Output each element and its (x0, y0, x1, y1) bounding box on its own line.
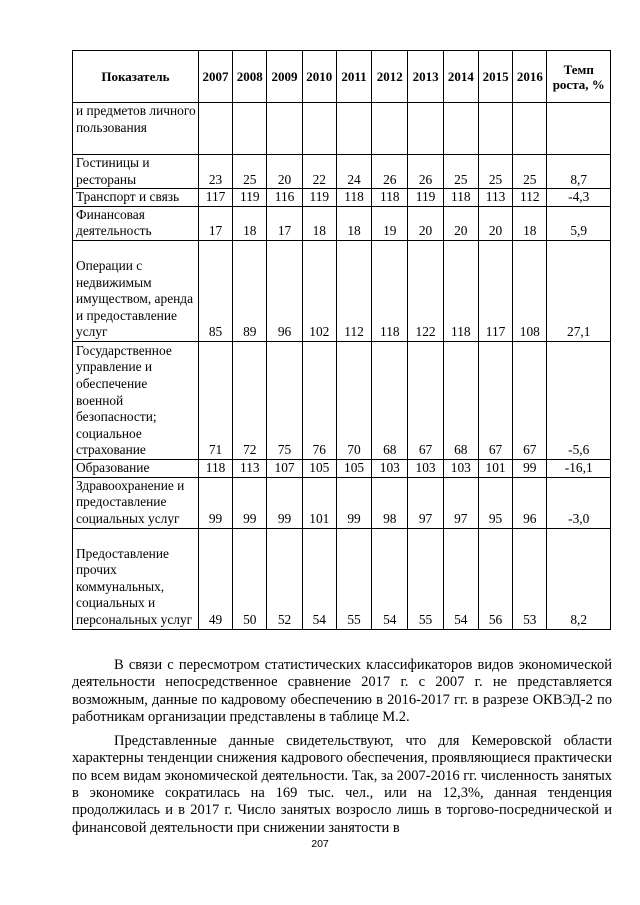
table-cell: 122 (408, 240, 443, 341)
growth-rate-cell: -3,0 (547, 477, 611, 528)
table-row (73, 459, 611, 477)
row-label: Операции с недвижимым имуществом, аренда и предоставление услуг (73, 240, 199, 341)
row-label: Предоставление прочих коммунальных, социальных и персональных услуг (73, 528, 199, 629)
table-body (73, 103, 611, 630)
table-cell: 20 (478, 206, 512, 240)
table-cell: 76 (302, 341, 336, 459)
table-cell: 18 (513, 206, 547, 240)
table-cell: 54 (372, 528, 408, 629)
growth-rate-cell: -4,3 (547, 189, 611, 207)
column-header-year: 2013 (408, 51, 443, 103)
table-row (73, 103, 611, 155)
table-cell: 52 (267, 528, 302, 629)
table-cell: 118 (372, 240, 408, 341)
table-cell: 17 (198, 206, 232, 240)
column-header-year: 2011 (336, 51, 371, 103)
table-cell: 49 (198, 528, 232, 629)
paragraph: Представленные данные свидетельствуют, что для Кемеровской области характерны тенденции снижения кадрового обеспечения, проявляющиеся практически по всем видам экономической деятельности. Так, за 2007-2016 гг. численность занятых в экономике сократилась на 169 тыс. чел., или на 12,3%, данная тенденция продолжилась и в 2017 г. Число занятых возросло лишь в торгово-посреднической и финансовой деятельности при снижении занятости в (72, 733, 612, 836)
table-cell: 118 (443, 240, 478, 341)
table-cell: 113 (478, 189, 512, 207)
table-row (73, 206, 611, 240)
table-row (73, 155, 611, 189)
table-cell: 96 (267, 240, 302, 341)
table-cell: 103 (443, 459, 478, 477)
table-cell (198, 103, 232, 155)
table-cell: 19 (372, 206, 408, 240)
table-cell: 20 (443, 206, 478, 240)
table-cell: 101 (478, 459, 512, 477)
row-label: Финансовая деятельность (73, 206, 199, 240)
column-header-indicator: Показатель (73, 51, 199, 103)
table-cell: 70 (336, 341, 371, 459)
row-label: Транспорт и связь (73, 189, 199, 207)
table-cell: 68 (372, 341, 408, 459)
table-cell: 118 (336, 189, 371, 207)
column-header-year: 2016 (513, 51, 547, 103)
table-cell: 20 (408, 206, 443, 240)
growth-rate-cell: -16,1 (547, 459, 611, 477)
table-cell: 112 (336, 240, 371, 341)
table-cell: 97 (408, 477, 443, 528)
table-cell: 99 (233, 477, 267, 528)
table-cell: 24 (336, 155, 371, 189)
table-cell: 117 (198, 189, 232, 207)
table-cell: 119 (233, 189, 267, 207)
column-header-year: 2015 (478, 51, 512, 103)
table-cell: 72 (233, 341, 267, 459)
table-cell: 17 (267, 206, 302, 240)
table-cell: 101 (302, 477, 336, 528)
row-label: и предметов личного пользования (73, 103, 199, 155)
body-text (72, 657, 612, 844)
table-cell: 20 (267, 155, 302, 189)
table-cell: 18 (302, 206, 336, 240)
table-cell: 113 (233, 459, 267, 477)
table-row (73, 528, 611, 629)
table-cell: 117 (478, 240, 512, 341)
table-row (73, 189, 611, 207)
growth-rate-cell: 5,9 (547, 206, 611, 240)
table-cell: 53 (513, 528, 547, 629)
table-cell: 55 (408, 528, 443, 629)
row-label: Образование (73, 459, 199, 477)
table-cell: 23 (198, 155, 232, 189)
table-cell: 118 (443, 189, 478, 207)
table-cell: 71 (198, 341, 232, 459)
growth-rate-cell: 8,7 (547, 155, 611, 189)
table-cell: 25 (513, 155, 547, 189)
column-header-growth-rate: Темп роста, % (547, 51, 611, 103)
table-cell: 25 (478, 155, 512, 189)
table-cell: 67 (478, 341, 512, 459)
table-cell: 56 (478, 528, 512, 629)
column-header-year: 2014 (443, 51, 478, 103)
table-cell: 67 (513, 341, 547, 459)
table-cell: 116 (267, 189, 302, 207)
table-cell: 99 (336, 477, 371, 528)
table-cell: 18 (233, 206, 267, 240)
table-row (73, 240, 611, 341)
column-header-year: 2007 (198, 51, 232, 103)
row-label: Гостиницы и рестораны (73, 155, 199, 189)
row-label: Здравоохранение и предоставление социальных услуг (73, 477, 199, 528)
table-cell: 85 (198, 240, 232, 341)
table-cell: 99 (267, 477, 302, 528)
table-cell: 108 (513, 240, 547, 341)
table-cell: 50 (233, 528, 267, 629)
table-cell: 22 (302, 155, 336, 189)
table-cell: 68 (443, 341, 478, 459)
table-cell: 107 (267, 459, 302, 477)
table-cell: 105 (302, 459, 336, 477)
growth-rate-cell (547, 103, 611, 155)
column-header-year: 2012 (372, 51, 408, 103)
table-cell: 102 (302, 240, 336, 341)
column-header-year: 2010 (302, 51, 336, 103)
table-cell: 99 (198, 477, 232, 528)
table-row (73, 341, 611, 459)
table-cell (478, 103, 512, 155)
row-label: Государственное управление и обеспечение военной безопасности; социальное страхование (73, 341, 199, 459)
table-cell: 99 (513, 459, 547, 477)
table-cell (443, 103, 478, 155)
table-cell: 67 (408, 341, 443, 459)
column-header-year: 2008 (233, 51, 267, 103)
table-cell: 89 (233, 240, 267, 341)
table-header-row (73, 51, 611, 103)
table-cell (372, 103, 408, 155)
table-cell: 54 (443, 528, 478, 629)
table-cell (302, 103, 336, 155)
table-cell: 98 (372, 477, 408, 528)
table-cell: 95 (478, 477, 512, 528)
growth-rate-cell: 27,1 (547, 240, 611, 341)
table-cell: 18 (336, 206, 371, 240)
table-row (73, 477, 611, 528)
table-cell: 119 (302, 189, 336, 207)
table-cell: 25 (443, 155, 478, 189)
employment-table (72, 50, 611, 630)
table-cell: 25 (233, 155, 267, 189)
growth-rate-cell: 8,2 (547, 528, 611, 629)
table-cell: 26 (372, 155, 408, 189)
table-cell: 118 (372, 189, 408, 207)
table-cell: 103 (372, 459, 408, 477)
column-header-year: 2009 (267, 51, 302, 103)
table-cell: 55 (336, 528, 371, 629)
table-cell (233, 103, 267, 155)
table-cell: 103 (408, 459, 443, 477)
table-cell (408, 103, 443, 155)
table-cell: 54 (302, 528, 336, 629)
table-cell (513, 103, 547, 155)
table-cell: 97 (443, 477, 478, 528)
table-cell: 118 (198, 459, 232, 477)
table-cell (336, 103, 371, 155)
table-cell: 75 (267, 341, 302, 459)
paragraph: В связи с пересмотром статистических классификаторов видов экономической деятельности непосредственное сравнение 2017 г. с 2007 г. не представляется возможным, данные по кадровому обеспечению в 2016-2017 гг. в разрезе ОКВЭД-2 по работникам организации представлены в таблице М.2. (72, 657, 612, 725)
table-cell: 119 (408, 189, 443, 207)
table-cell: 112 (513, 189, 547, 207)
table-cell (267, 103, 302, 155)
table-cell: 96 (513, 477, 547, 528)
growth-rate-cell: -5,6 (547, 341, 611, 459)
table-cell: 26 (408, 155, 443, 189)
page-number: 207 (311, 838, 329, 850)
table-cell: 105 (336, 459, 371, 477)
